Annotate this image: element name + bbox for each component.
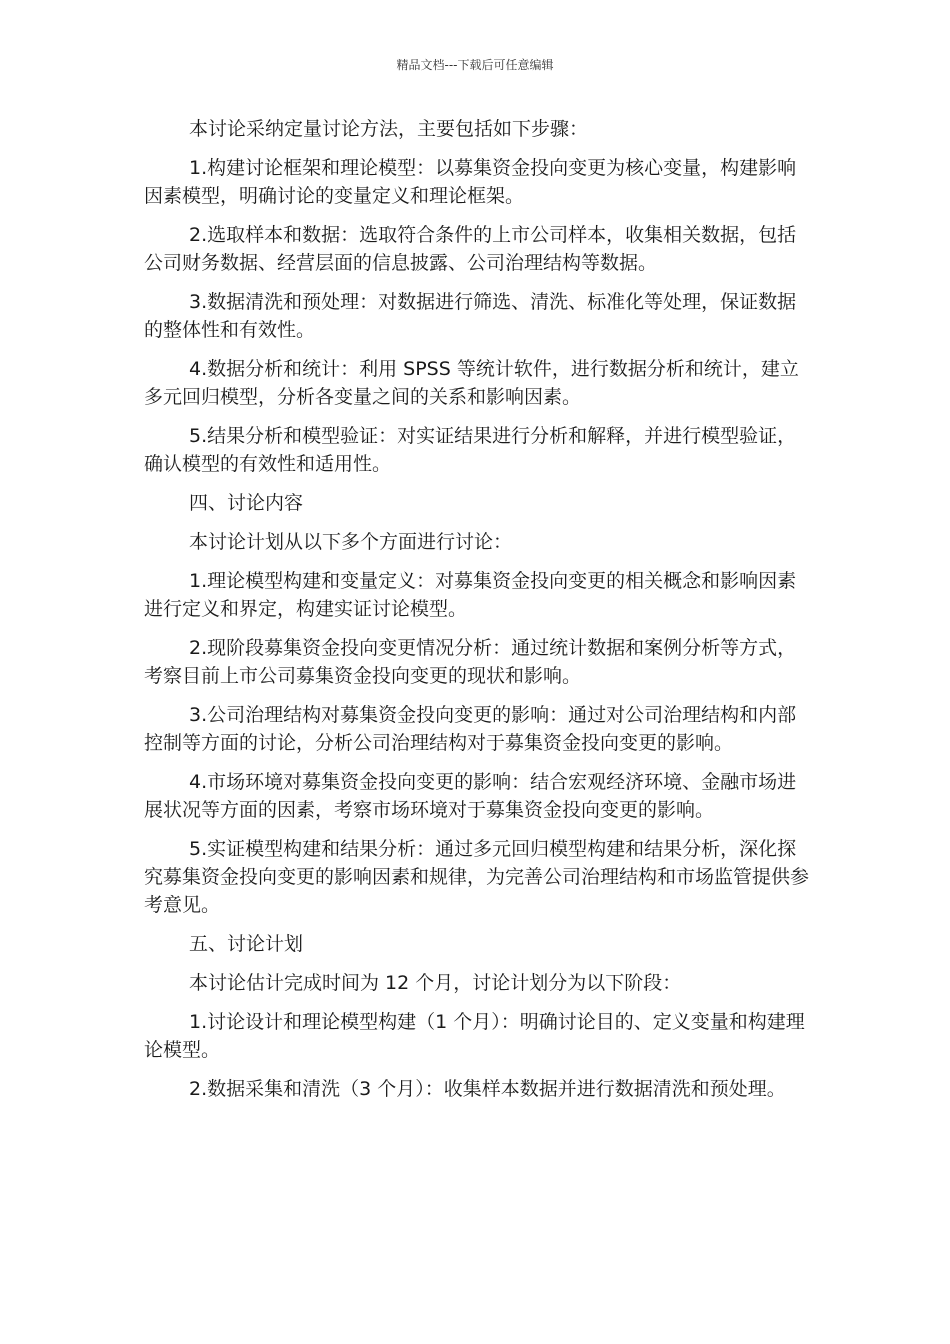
section-heading-content: 四、讨论内容 <box>189 492 304 514</box>
method-step-3: 3.数据清洗和预处理：对数据进行筛选、清洗、标准化等处理，保证数据的整体性和有效性。 <box>144 291 797 341</box>
plan-intro-paragraph: 本讨论估计完成时间为 12 个月，讨论计划分为以下阶段： <box>189 972 682 994</box>
document-body <box>144 115 810 1114</box>
plan-stage-1: 1.讨论设计和理论模型构建（1 个月）：明确讨论目的、定义变量和构建理论模型。 <box>144 1011 805 1061</box>
method-step-2: 2.选取样本和数据：选取符合条件的上市公司样本，收集相关数据，包括公司财务数据、经营层面的信息披露、公司治理结构等数据。 <box>144 224 797 274</box>
content-item-2: 2.现阶段募集资金投向变更情况分析：通过统计数据和案例分析等方式，考察目前上市公司募集资金投向变更的现状和影响。 <box>144 637 797 687</box>
method-step-1: 1.构建讨论框架和理论模型：以募集资金投向变更为核心变量，构建影响因素模型，明确讨论的变量定义和理论框架。 <box>144 157 797 207</box>
method-step-5: 5.结果分析和模型验证：对实证结果进行分析和解释，并进行模型验证，确认模型的有效性和适用性。 <box>144 425 797 475</box>
section-heading-plan: 五、讨论计划 <box>189 933 304 955</box>
content-intro-paragraph: 本讨论计划从以下多个方面进行讨论： <box>189 531 513 553</box>
content-item-4: 4.市场环境对募集资金投向变更的影响：结合宏观经济环境、金融市场进展状况等方面的因素，考察市场环境对于募集资金投向变更的影响。 <box>144 771 797 821</box>
method-step-4: 4.数据分析和统计：利用 SPSS 等统计软件，进行数据分析和统计，建立多元回归模型，分析各变量之间的关系和影响因素。 <box>144 358 799 408</box>
content-item-1: 1.理论模型构建和变量定义：对募集资金投向变更的相关概念和影响因素进行定义和界定，构建实证讨论模型。 <box>144 570 797 620</box>
plan-stage-2: 2.数据采集和清洗（3 个月）：收集样本数据并进行数据清洗和预处理。 <box>189 1078 786 1100</box>
page-header: 精品文档---下载后可任意编辑 <box>396 58 554 72</box>
content-item-3: 3.公司治理结构对募集资金投向变更的影响：通过对公司治理结构和内部控制等方面的讨论，分析公司治理结构对于募集资金投向变更的影响。 <box>144 704 797 754</box>
intro-paragraph: 本讨论采纳定量讨论方法，主要包括如下步骤： <box>189 118 589 140</box>
content-item-5: 5.实证模型构建和结果分析：通过多元回归模型构建和结果分析，深化探究募集资金投向变更的影响因素和规律，为完善公司治理结构和市场监管提供参考意见。 <box>144 838 810 916</box>
